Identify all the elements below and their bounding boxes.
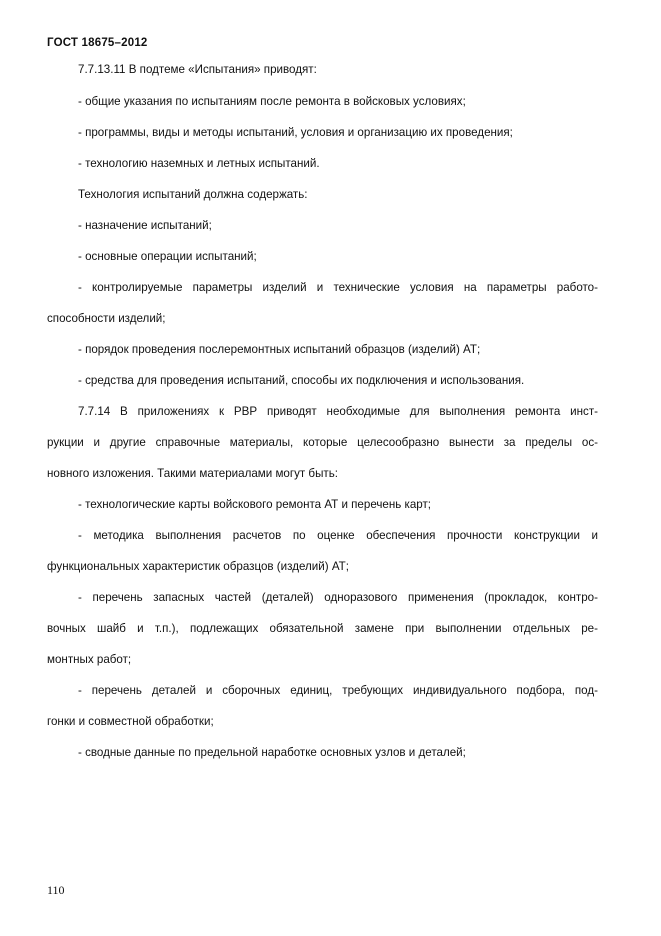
text-line: - общие указания по испытаниям после ремонта в войсковых условиях; [78,95,466,108]
text-line: - порядок проведения послеремонтных испытаний образцов (изделий) АТ; [78,343,481,356]
text-line: рукции и другие справочные материалы, которые целесообразно вынести за пределы ос- [47,436,598,449]
text-line: монтных работ; [47,653,132,666]
text-line: функциональных характеристик образцов (изделий) АТ; [47,560,349,573]
text-line: - методика выполнения расчетов по оценке обеспечения прочности конструкции и [78,529,598,542]
text-line: способности изделий; [47,312,166,325]
text-line: - технологию наземных и летных испытаний. [78,157,320,170]
text-line: - перечень запасных частей (деталей) одноразового применения (прокладок, контро- [78,591,598,604]
text-line: - сводные данные по предельной наработке основных узлов и деталей; [78,746,466,759]
document-header: ГОСТ 18675–2012 [47,37,148,49]
text-line: 7.7.13.11 В подтеме «Испытания» приводят: [78,63,317,76]
text-line: - технологические карты войскового ремонта АТ и перечень карт; [78,498,432,511]
text-line: - основные операции испытаний; [78,250,257,263]
text-line: вочных шайб и т.п.), подлежащих обязательной замене при выполнении отдельных ре- [47,622,598,635]
text-line: 7.7.14 В приложениях к РВР приводят необходимые для выполнения ремонта инст- [78,405,598,418]
text-line: - программы, виды и методы испытаний, условия и организацию их проведения; [78,126,513,139]
text-line: - средства для проведения испытаний, способы их подключения и использования. [78,374,525,387]
text-line: - перечень деталей и сборочных единиц, требующих индивидуального подбора, под- [78,684,598,697]
text-line: - контролируемые параметры изделий и технические условия на параметры работо- [78,281,598,294]
page-number: 110 [47,883,65,897]
text-line: гонки и совместной обработки; [47,715,214,728]
text-line: Технология испытаний должна содержать: [78,188,308,201]
text-line: - назначение испытаний; [78,219,212,232]
text-line: новного изложения. Такими материалами могут быть: [47,467,338,480]
